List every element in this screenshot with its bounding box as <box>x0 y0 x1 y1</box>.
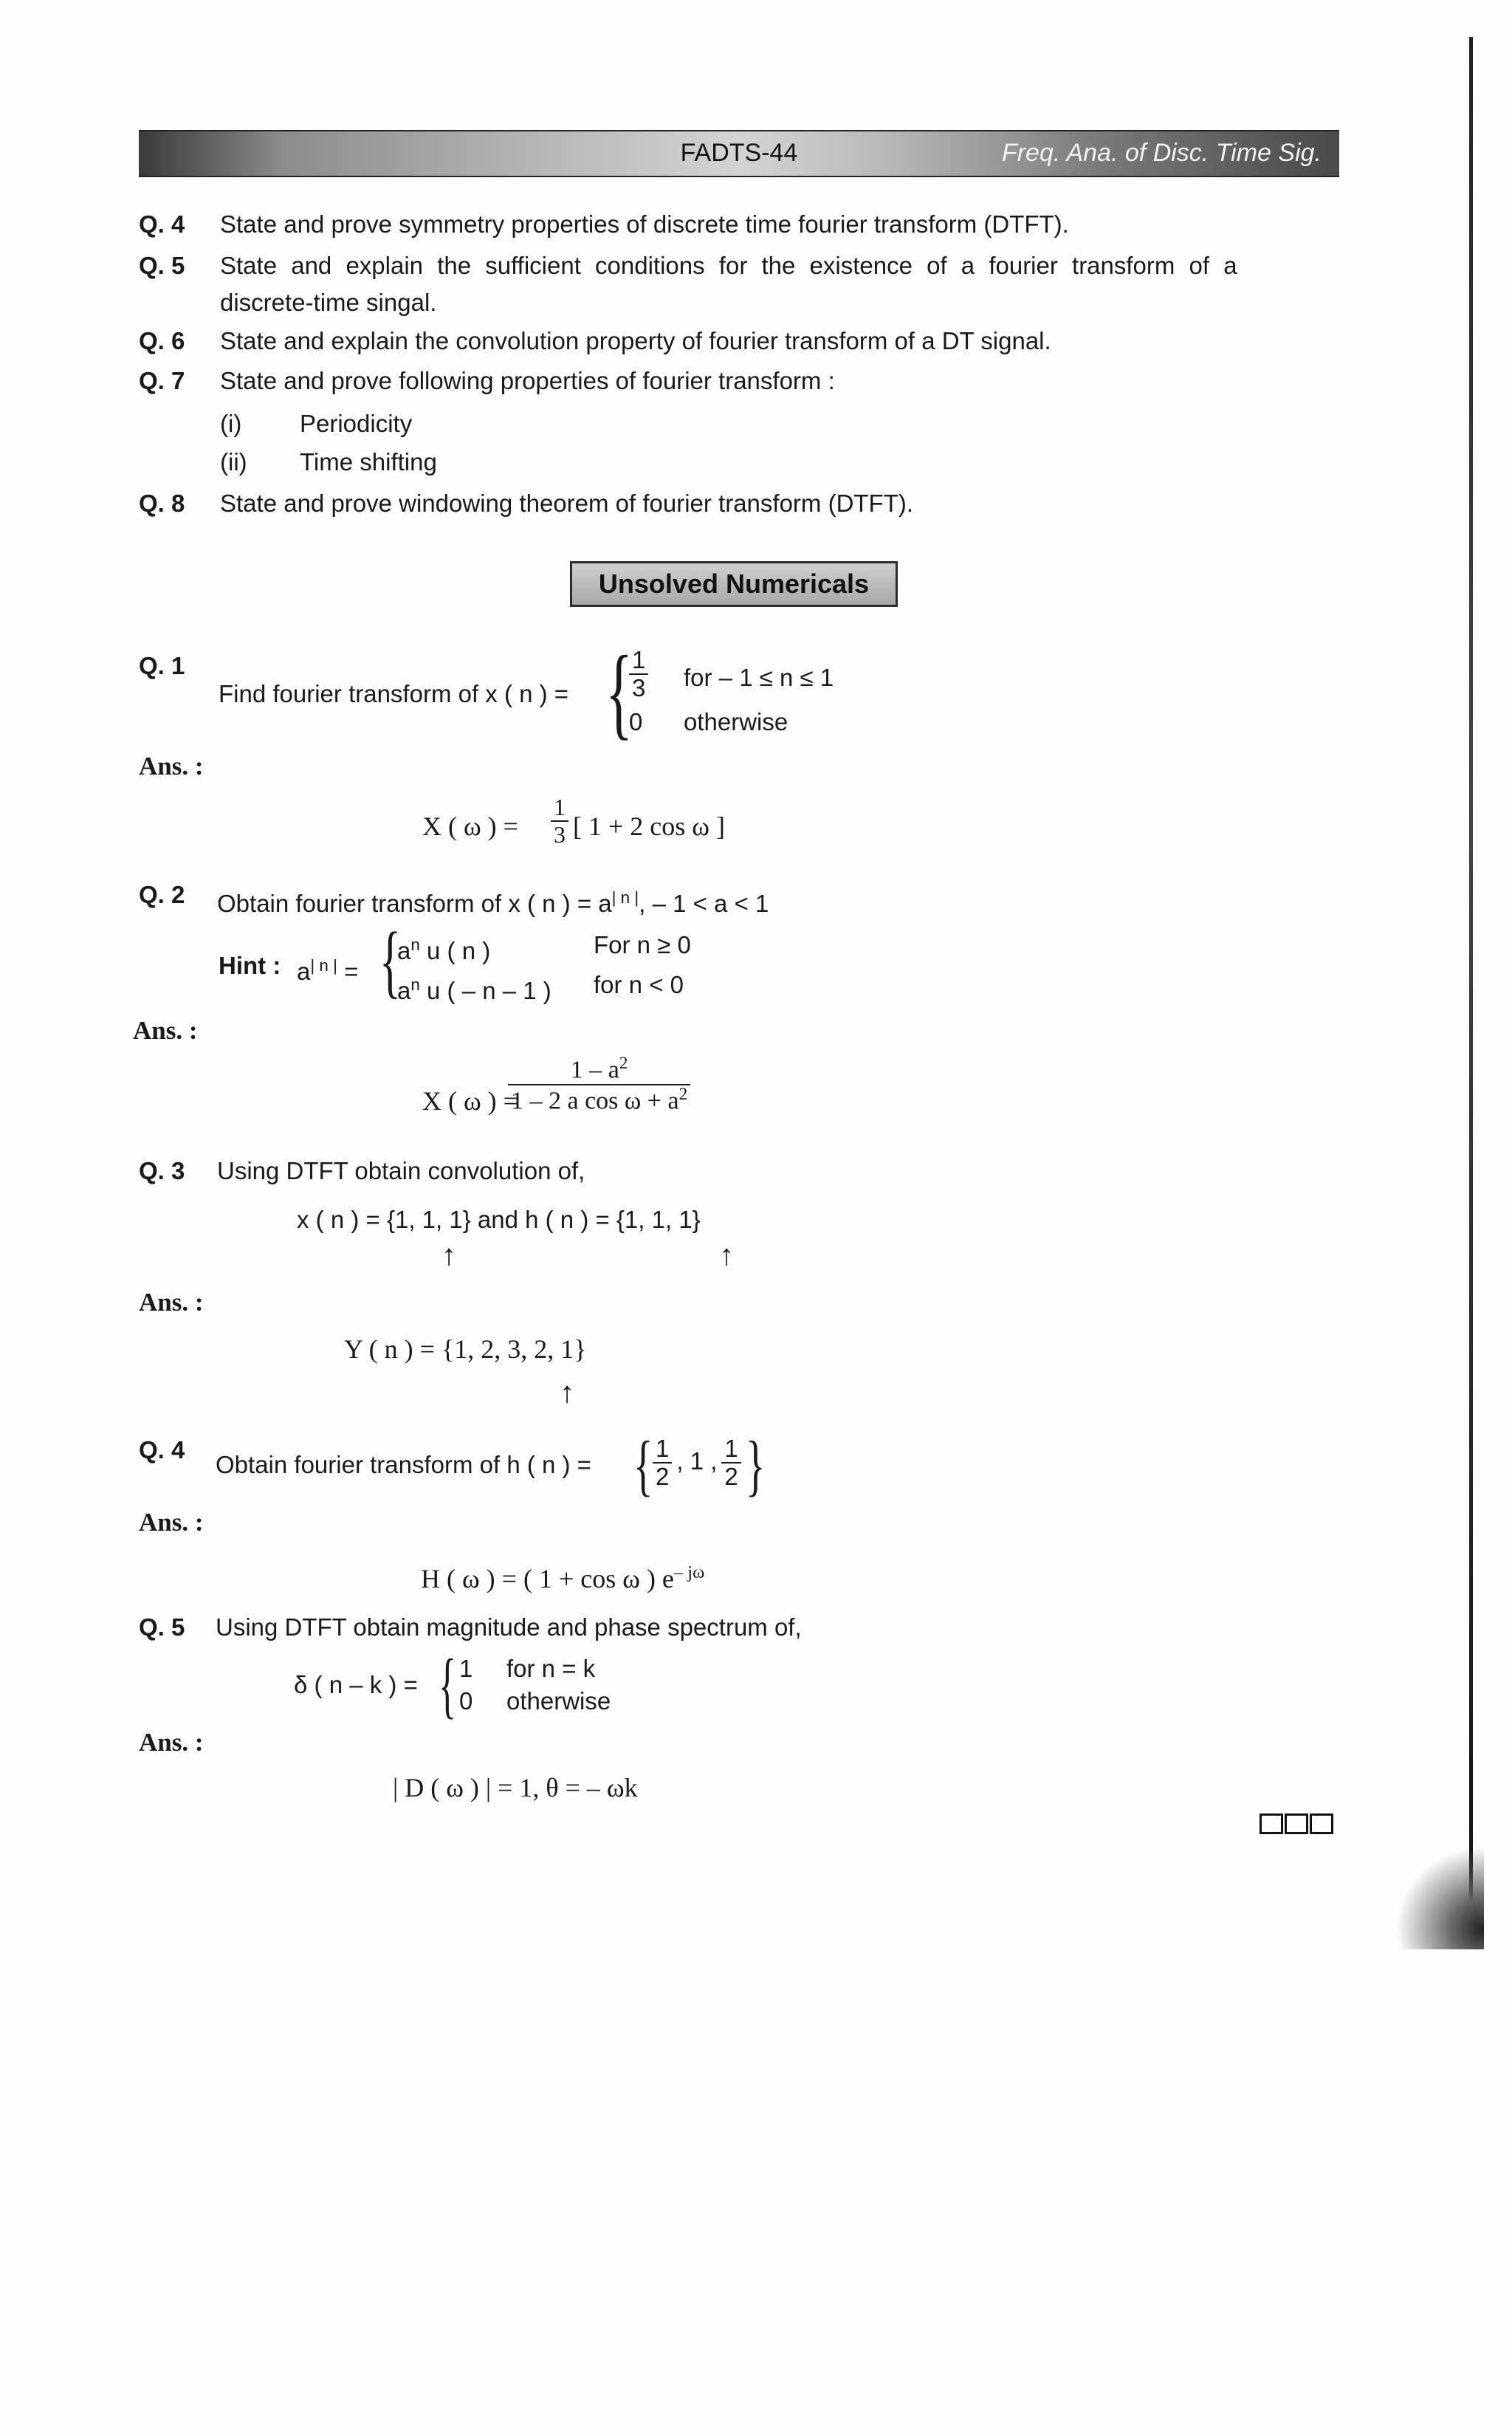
question-text: Obtain fourier transform of h ( n ) = <box>216 1451 591 1478</box>
answer-label: Ans. : <box>139 1728 204 1757</box>
binding-shadow <box>1395 1846 1484 1949</box>
case-value: 1 <box>459 1655 473 1682</box>
answer-label: Ans. : <box>139 1508 204 1537</box>
section-title: Unsolved Numericals <box>570 561 898 607</box>
fraction-numerator <box>508 1054 690 1085</box>
answer-fraction <box>551 795 568 848</box>
left-brace: { <box>633 1427 653 1503</box>
text-part: Obtain fourier transform of x ( n ) = a <box>217 890 612 917</box>
fraction-denominator: 2 <box>724 1463 738 1491</box>
end-of-section-marker <box>1260 1813 1335 1838</box>
text-part: H ( ω ) = ( 1 + cos ω ) e <box>421 1564 674 1593</box>
answer-label: Ans. : <box>139 752 204 780</box>
text-part: a <box>397 937 411 964</box>
text-part: , – 1 < a < 1 <box>639 890 769 917</box>
case-condition: For n ≥ 0 <box>594 931 691 958</box>
text-part: u ( – n – 1 ) <box>419 977 551 1004</box>
text-part: a <box>297 958 311 985</box>
question-number: Q. 6 <box>139 327 185 354</box>
answer-label: Ans. : <box>133 1016 198 1045</box>
superscript: 2 <box>678 1084 688 1104</box>
question-number: Q. 8 <box>139 490 185 517</box>
square-icon <box>1285 1813 1308 1834</box>
question-text: State and explain the convolution property of fourier transform of a DT signal. <box>220 327 1051 354</box>
superscript: n <box>410 936 420 954</box>
delta-lhs: δ ( n – k ) = <box>294 1671 418 1698</box>
sub-item-text: Time shifting <box>300 448 437 476</box>
question-number: Q. 3 <box>139 1157 185 1184</box>
fraction-numerator: 1 <box>653 1435 672 1463</box>
sub-item-text: Periodicity <box>300 410 413 437</box>
superscript: n <box>410 975 420 994</box>
answer-equation-lhs: X ( ω ) = <box>422 1086 518 1116</box>
case-condition: for n < 0 <box>594 971 684 998</box>
hint-label: Hint : <box>219 952 281 979</box>
superscript: | n | <box>611 888 639 907</box>
up-arrow-icon: ↑ <box>441 1239 456 1272</box>
fraction-numerator: 1 <box>551 795 568 822</box>
answer-label: Ans. : <box>139 1288 204 1317</box>
answer-equation <box>421 1562 704 1594</box>
question-number: Q. 2 <box>139 881 185 908</box>
question-text <box>217 883 769 919</box>
square-icon <box>1260 1813 1283 1834</box>
square-icon <box>1310 1813 1333 1834</box>
answer-fraction <box>508 1054 690 1114</box>
left-brace: { <box>605 635 633 749</box>
question-text: Using DTFT obtain convolution of, <box>217 1157 585 1184</box>
case-expression <box>397 930 490 966</box>
hint-lhs <box>297 951 358 986</box>
fraction-numerator: 1 <box>721 1435 740 1463</box>
header-chapter-title: Freq. Ana. of Disc. Time Sig. <box>1001 139 1322 167</box>
question-number: Q. 4 <box>139 210 185 238</box>
case-expression <box>397 970 551 1006</box>
question-number: Q. 5 <box>139 1613 185 1641</box>
up-arrow-icon: ↑ <box>560 1376 574 1409</box>
sub-item-label: (i) <box>220 410 242 437</box>
superscript: – jω <box>673 1562 705 1582</box>
right-brace: } <box>746 1427 766 1503</box>
sequence-expression: x ( n ) = {1, 1, 1} and h ( n ) = {1, 1, 1} <box>297 1206 701 1233</box>
fraction-denominator <box>508 1085 690 1115</box>
header-title: FADTS-44 <box>680 139 798 167</box>
case-value: 0 <box>459 1687 473 1715</box>
set-middle: , 1 , <box>676 1447 718 1475</box>
text-part: 1 – 2 a cos ω + a <box>511 1087 679 1115</box>
case-condition: for – 1 ≤ n ≤ 1 <box>684 664 834 691</box>
case-condition: for n = k <box>506 1655 596 1682</box>
text-part: 1 – a <box>570 1056 619 1084</box>
answer-equation-lhs: X ( ω ) = <box>422 811 518 841</box>
page-header-band <box>139 130 1339 177</box>
question-text: State and explain the sufficient conditions for the existence of a fourier transform of a <box>220 252 1237 279</box>
question-number: Q. 5 <box>139 252 185 279</box>
text-part: a <box>397 977 411 1004</box>
equals-sign: = <box>344 958 359 985</box>
left-brace: { <box>379 916 402 1006</box>
question-text: Find fourier transform of x ( n ) = <box>219 680 569 707</box>
set-elements <box>653 1435 741 1491</box>
fraction-numerator: 1 <box>629 647 648 675</box>
fraction-denominator: 3 <box>632 674 646 702</box>
superscript: 2 <box>619 1054 628 1073</box>
question-text: State and prove symmetry properties of discrete time fourier transform (DTFT). <box>220 210 1069 238</box>
answer-equation: Y ( n ) = {1, 2, 3, 2, 1} <box>344 1334 587 1364</box>
case-fraction <box>629 647 648 702</box>
fraction-denominator: 2 <box>656 1463 670 1491</box>
question-text: Using DTFT obtain magnitude and phase spectrum of, <box>216 1613 802 1641</box>
question-text: State and prove windowing theorem of fourier transform (DTFT). <box>220 490 914 517</box>
up-arrow-icon: ↑ <box>719 1239 734 1272</box>
answer-equation-rhs: [ 1 + 2 cos ω ] <box>573 811 725 841</box>
fraction-denominator: 3 <box>554 821 566 848</box>
answer-equation: | D ( ω ) | = 1, θ = – ωk <box>393 1773 638 1802</box>
case-condition: otherwise <box>506 1687 611 1715</box>
question-number: Q. 1 <box>139 652 185 679</box>
superscript: | n | <box>310 956 337 975</box>
text-part: u ( n ) <box>419 937 491 964</box>
left-brace: { <box>439 1644 456 1726</box>
question-text: State and prove following properties of fourier transform : <box>220 367 835 394</box>
case-condition: otherwise <box>684 708 788 735</box>
question-number: Q. 7 <box>139 367 185 394</box>
case-value: 0 <box>629 708 643 735</box>
question-text-continued: discrete-time singal. <box>220 289 437 316</box>
question-number: Q. 4 <box>139 1436 185 1463</box>
page-binding-edge <box>1469 37 1473 1927</box>
sub-item-label: (ii) <box>220 448 247 476</box>
